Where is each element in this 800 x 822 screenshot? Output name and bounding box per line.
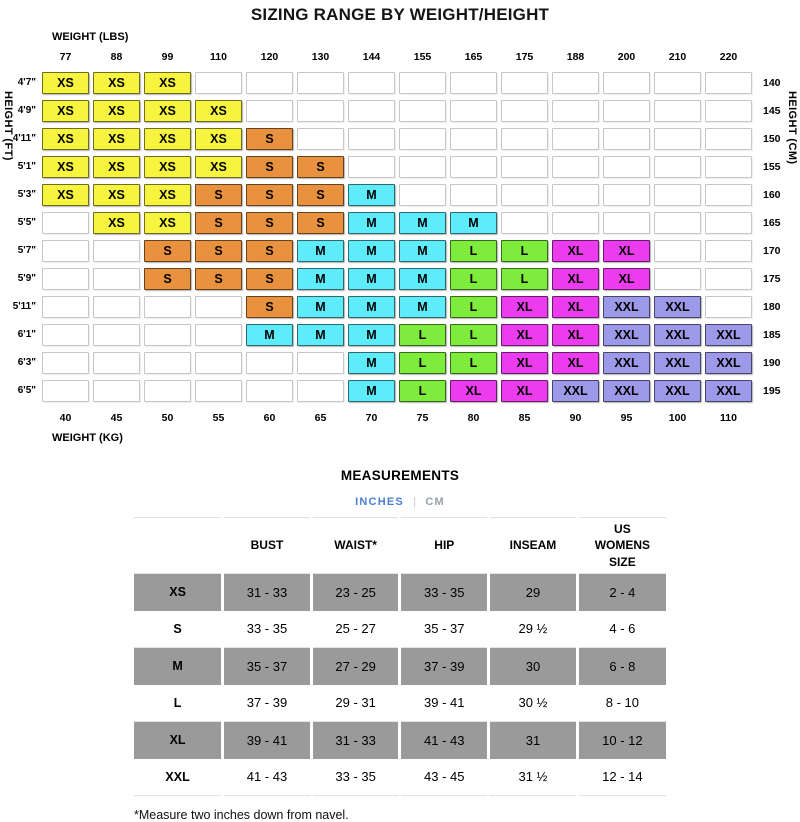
size-cell-empty [705, 100, 752, 122]
size-cell: XS [144, 72, 191, 94]
measurement-cell: 41 - 43 [223, 759, 312, 796]
size-cell: XS [144, 212, 191, 234]
corner-header-cell [134, 518, 223, 574]
weight-lbs-tick: 165 [464, 51, 483, 63]
size-cell-empty [144, 324, 191, 346]
height-cm-tick: 185 [763, 329, 781, 341]
size-cell: L [399, 380, 446, 402]
size-row-label: L [134, 685, 223, 722]
size-cell: XS [144, 156, 191, 178]
height-cm-tick: 150 [763, 133, 781, 145]
size-cell-empty [93, 380, 140, 402]
size-cell: S [195, 184, 242, 206]
weight-lbs-tick: 99 [161, 51, 174, 63]
size-cell: XXL [603, 324, 650, 346]
size-cell-empty [450, 72, 497, 94]
size-cell-empty [552, 156, 599, 178]
height-ft-tick: 4'9" [17, 105, 36, 116]
size-cell-empty [399, 184, 446, 206]
size-cell: XXL [654, 352, 701, 374]
size-cell-empty [297, 100, 344, 122]
size-cell: L [399, 352, 446, 374]
size-cell: M [297, 268, 344, 290]
spacer [756, 44, 798, 66]
size-cell: M [297, 240, 344, 262]
size-cell-empty [501, 156, 548, 178]
measurements-title: MEASUREMENTS [340, 468, 460, 483]
size-cell-empty [297, 128, 344, 150]
height-cm-tick: 175 [763, 273, 781, 285]
size-cell: S [246, 212, 293, 234]
height-ft-tick: 5'3" [17, 189, 36, 200]
table-row [134, 574, 666, 611]
size-cell: XL [501, 324, 548, 346]
measurement-cell: 29 - 31 [311, 685, 400, 722]
size-row-label: XXL [134, 759, 223, 796]
measurement-cell: 35 - 37 [223, 648, 312, 685]
measurement-cell: 39 - 41 [223, 722, 312, 759]
measurement-cell: 27 - 29 [311, 648, 400, 685]
measurement-cell: 41 - 43 [400, 722, 489, 759]
weight-lbs-tick: 144 [362, 51, 381, 63]
size-cell-empty [705, 240, 752, 262]
size-cell: XXL [603, 380, 650, 402]
size-cell-empty [603, 100, 650, 122]
size-cell-empty [42, 268, 89, 290]
size-cell: XS [195, 100, 242, 122]
size-row-label: M [134, 648, 223, 685]
size-row-label: XL [134, 722, 223, 759]
size-cell-empty [42, 240, 89, 262]
sizing-range-chart [0, 31, 800, 444]
height-ft-tick: 6'5" [17, 385, 36, 396]
size-cell: XXL [654, 324, 701, 346]
size-cell-empty [144, 380, 191, 402]
size-cell-empty [42, 352, 89, 374]
size-cell-empty [603, 72, 650, 94]
table-row [134, 685, 666, 722]
weight-kg-tick: 110 [720, 412, 737, 424]
size-cell: S [246, 240, 293, 262]
size-cell-empty [450, 100, 497, 122]
size-cell: L [450, 324, 497, 346]
size-cell-empty [552, 72, 599, 94]
inches-unit-button[interactable]: INCHES [355, 496, 404, 508]
size-cell: XXL [552, 380, 599, 402]
height-cm-tick: 180 [763, 301, 781, 313]
size-cell-empty [93, 240, 140, 262]
size-cell-empty [246, 380, 293, 402]
size-cell: XL [501, 352, 548, 374]
size-cell: XS [93, 100, 140, 122]
weight-kg-tick: 100 [668, 412, 687, 424]
measurement-cell: 33 - 35 [400, 574, 489, 611]
size-cell: M [399, 268, 446, 290]
size-cell-empty [450, 156, 497, 178]
weight-lbs-tick: 188 [566, 51, 585, 63]
size-cell: XS [144, 128, 191, 150]
size-cell: S [195, 240, 242, 262]
unit-toggle [0, 496, 800, 508]
table-header-row [134, 518, 666, 574]
height-cm-axis-label: HEIGHT (CM) [786, 91, 798, 165]
size-grid [2, 44, 798, 430]
unit-toggle-separator: | [413, 496, 417, 508]
measurement-cell: 12 - 14 [577, 759, 666, 796]
height-ft-tick: 5'9" [17, 273, 36, 284]
height-cm-tick: 140 [763, 77, 781, 89]
height-ft-tick: 4'7" [17, 77, 36, 88]
measurement-cell: 6 - 8 [577, 648, 666, 685]
size-cell-empty [450, 128, 497, 150]
weight-lbs-tick: 77 [59, 51, 72, 63]
size-cell-empty [348, 128, 395, 150]
size-row-label: XS [134, 574, 223, 611]
size-cell-empty [654, 184, 701, 206]
weight-kg-tick: 70 [365, 412, 378, 424]
size-cell: S [195, 212, 242, 234]
size-cell: S [297, 212, 344, 234]
size-cell-empty [552, 100, 599, 122]
size-cell-empty [705, 296, 752, 318]
weight-lbs-axis-label: WEIGHT (LBS) [52, 31, 129, 43]
size-cell: XS [93, 212, 140, 234]
measurement-cell: 30 [489, 648, 578, 685]
size-cell: S [195, 268, 242, 290]
size-cell: M [348, 352, 395, 374]
height-ft-tick: 6'1" [17, 329, 36, 340]
size-cell-empty [705, 156, 752, 178]
size-cell-empty [195, 380, 242, 402]
size-cell: S [246, 156, 293, 178]
size-cell: XS [195, 128, 242, 150]
measurement-cell: 30 ½ [489, 685, 578, 722]
size-cell-empty [552, 184, 599, 206]
size-cell-empty [399, 100, 446, 122]
size-cell: M [399, 212, 446, 234]
size-cell-empty [144, 352, 191, 374]
size-cell: XXL [654, 296, 701, 318]
size-cell-empty [297, 380, 344, 402]
size-cell-empty [348, 72, 395, 94]
size-cell-empty [195, 352, 242, 374]
size-cell: XS [42, 72, 89, 94]
height-cm-tick: 145 [763, 105, 781, 117]
size-cell: XL [552, 268, 599, 290]
size-cell-empty [93, 268, 140, 290]
size-cell-empty [501, 184, 548, 206]
cm-unit-button[interactable]: CM [425, 496, 445, 508]
weight-lbs-tick: 155 [413, 51, 432, 63]
weight-kg-tick: 50 [161, 412, 174, 424]
measurement-cell: 2 - 4 [577, 574, 666, 611]
weight-kg-axis-label: WEIGHT (KG) [52, 432, 123, 444]
size-cell: XS [144, 184, 191, 206]
size-cell: L [450, 352, 497, 374]
size-cell: XL [450, 380, 497, 402]
size-cell-empty [654, 156, 701, 178]
size-cell-empty [654, 128, 701, 150]
size-cell-empty [552, 128, 599, 150]
size-cell: XXL [603, 352, 650, 374]
size-cell: S [297, 184, 344, 206]
size-cell-empty [348, 156, 395, 178]
spacer [2, 408, 38, 430]
table-row [134, 648, 666, 685]
size-cell: L [501, 240, 548, 262]
weight-kg-tick: 60 [263, 412, 276, 424]
spacer [2, 44, 38, 66]
size-cell: M [348, 296, 395, 318]
size-cell: L [399, 324, 446, 346]
height-ft-tick: 6'3" [17, 357, 36, 368]
size-cell: M [348, 324, 395, 346]
size-cell-empty [705, 212, 752, 234]
size-cell-empty [144, 296, 191, 318]
size-cell-empty [246, 352, 293, 374]
height-cm-tick: 165 [763, 217, 781, 229]
weight-lbs-tick: 200 [617, 51, 636, 63]
table-row [134, 722, 666, 759]
size-cell-empty [705, 128, 752, 150]
weight-kg-tick: 95 [620, 412, 633, 424]
size-cell: XL [501, 296, 548, 318]
weight-lbs-tick: 130 [311, 51, 330, 63]
size-cell: XS [144, 100, 191, 122]
size-cell-empty [603, 128, 650, 150]
size-cell: M [450, 212, 497, 234]
weight-kg-tick: 80 [467, 412, 480, 424]
spacer [756, 408, 798, 430]
size-cell: XL [603, 240, 650, 262]
size-cell: S [144, 268, 191, 290]
measurement-cell: 10 - 12 [577, 722, 666, 759]
measurements-table [134, 517, 666, 796]
weight-kg-tick: 55 [212, 412, 225, 424]
size-cell-empty [246, 72, 293, 94]
table-row [134, 759, 666, 796]
size-cell: M [348, 268, 395, 290]
size-cell: M [297, 296, 344, 318]
measurements-header-cell: WAIST* [311, 518, 400, 574]
size-cell: XS [42, 156, 89, 178]
size-cell: L [450, 268, 497, 290]
weight-lbs-tick: 120 [260, 51, 279, 63]
measurement-cell: 37 - 39 [223, 685, 312, 722]
size-cell-empty [93, 324, 140, 346]
size-cell-empty [654, 240, 701, 262]
measurement-cell: 25 - 27 [311, 611, 400, 648]
size-cell: S [297, 156, 344, 178]
size-cell-empty [654, 212, 701, 234]
height-ft-tick: 5'7" [17, 245, 36, 256]
size-cell: S [246, 296, 293, 318]
measurements-header-cell: BUST [223, 518, 312, 574]
measurement-cell: 33 - 35 [311, 759, 400, 796]
size-cell: M [348, 184, 395, 206]
weight-kg-tick: 85 [518, 412, 531, 424]
size-cell: XS [93, 128, 140, 150]
size-cell-empty [705, 268, 752, 290]
size-cell-empty [552, 212, 599, 234]
size-cell: L [450, 296, 497, 318]
weight-kg-tick: 90 [569, 412, 582, 424]
size-cell: XL [501, 380, 548, 402]
size-cell-empty [654, 72, 701, 94]
measurements-header-cell: INSEAM [489, 518, 578, 574]
size-cell: XL [552, 240, 599, 262]
size-cell-empty [42, 380, 89, 402]
height-cm-tick: 195 [763, 385, 781, 397]
height-ft-tick: 5'1" [17, 161, 36, 172]
weight-lbs-tick: 175 [515, 51, 534, 63]
size-cell-empty [42, 212, 89, 234]
size-cell: M [399, 240, 446, 262]
size-cell: S [246, 184, 293, 206]
size-cell: XS [42, 100, 89, 122]
measurement-cell: 31 [489, 722, 578, 759]
size-cell: M [348, 380, 395, 402]
size-cell-empty [603, 212, 650, 234]
size-cell: XL [552, 296, 599, 318]
size-cell: XS [195, 156, 242, 178]
weight-kg-tick: 75 [416, 412, 429, 424]
size-cell: M [399, 296, 446, 318]
measurement-cell: 33 - 35 [223, 611, 312, 648]
size-cell: L [450, 240, 497, 262]
weight-kg-tick: 45 [110, 412, 123, 424]
height-ft-tick: 4'11" [12, 133, 36, 144]
size-cell: XL [552, 324, 599, 346]
table-row [134, 611, 666, 648]
size-cell-empty [93, 296, 140, 318]
size-cell-empty [195, 324, 242, 346]
measurement-cell: 29 ½ [489, 611, 578, 648]
size-cell-empty [705, 184, 752, 206]
height-ft-axis-label: HEIGHT (FT) [2, 91, 14, 161]
size-cell-empty [705, 72, 752, 94]
weight-kg-tick: 40 [59, 412, 72, 424]
size-cell-empty [501, 212, 548, 234]
measurements-section [0, 468, 800, 822]
measurement-cell: 31 ½ [489, 759, 578, 796]
size-cell-empty [42, 296, 89, 318]
size-cell-empty [501, 72, 548, 94]
weight-lbs-tick: 210 [668, 51, 687, 63]
height-cm-tick: 155 [763, 161, 781, 173]
weight-kg-tick: 65 [314, 412, 327, 424]
size-cell: S [246, 128, 293, 150]
size-cell: XXL [705, 380, 752, 402]
size-cell-empty [603, 156, 650, 178]
measurement-cell: 31 - 33 [311, 722, 400, 759]
weight-lbs-tick: 88 [110, 51, 123, 63]
weight-lbs-tick: 220 [719, 51, 738, 63]
size-cell-empty [195, 72, 242, 94]
size-cell-empty [195, 296, 242, 318]
size-cell-empty [501, 128, 548, 150]
size-cell: M [348, 240, 395, 262]
weight-lbs-tick: 110 [210, 51, 227, 63]
measurement-cell: 35 - 37 [400, 611, 489, 648]
size-cell-empty [93, 352, 140, 374]
size-cell: XL [552, 352, 599, 374]
height-ft-tick: 5'11" [12, 301, 36, 312]
size-cell-empty [399, 128, 446, 150]
measurement-cell: 39 - 41 [400, 685, 489, 722]
measurement-cell: 23 - 25 [311, 574, 400, 611]
size-cell: M [246, 324, 293, 346]
measurement-cell: 29 [489, 574, 578, 611]
measurements-header-cell: HIP [400, 518, 489, 574]
size-cell-empty [501, 100, 548, 122]
size-cell: XS [93, 72, 140, 94]
size-cell-empty [399, 72, 446, 94]
measurement-cell: 43 - 45 [400, 759, 489, 796]
size-cell: XS [42, 184, 89, 206]
measurement-cell: 8 - 10 [577, 685, 666, 722]
measurements-header-cell: US WOMENS SIZE [577, 518, 666, 574]
size-cell: L [501, 268, 548, 290]
measurement-cell: 4 - 6 [577, 611, 666, 648]
size-cell-empty [450, 184, 497, 206]
height-cm-tick: 170 [763, 245, 781, 257]
measurements-footnote: *Measure two inches down from navel. [134, 808, 349, 822]
size-cell-empty [42, 324, 89, 346]
size-cell: XL [603, 268, 650, 290]
size-cell: XS [93, 184, 140, 206]
height-cm-tick: 160 [763, 189, 781, 201]
size-cell-empty [399, 156, 446, 178]
size-cell: S [246, 268, 293, 290]
size-row-label: S [134, 611, 223, 648]
size-cell-empty [603, 184, 650, 206]
size-cell: S [144, 240, 191, 262]
size-cell-empty [654, 100, 701, 122]
measurement-cell: 37 - 39 [400, 648, 489, 685]
height-ft-tick: 5'5" [17, 217, 36, 228]
size-cell-empty [654, 268, 701, 290]
size-cell-empty [297, 352, 344, 374]
size-cell-empty [246, 100, 293, 122]
size-cell: M [348, 212, 395, 234]
size-cell: XXL [705, 324, 752, 346]
page-title: SIZING RANGE BY WEIGHT/HEIGHT [250, 5, 550, 24]
height-cm-tick: 190 [763, 357, 781, 369]
measurement-cell: 31 - 33 [223, 574, 312, 611]
size-cell: XXL [705, 352, 752, 374]
size-cell-empty [348, 100, 395, 122]
size-cell: XS [93, 156, 140, 178]
size-cell: XS [42, 128, 89, 150]
size-cell: XXL [654, 380, 701, 402]
size-cell: XXL [603, 296, 650, 318]
size-cell: M [297, 324, 344, 346]
size-cell-empty [297, 72, 344, 94]
